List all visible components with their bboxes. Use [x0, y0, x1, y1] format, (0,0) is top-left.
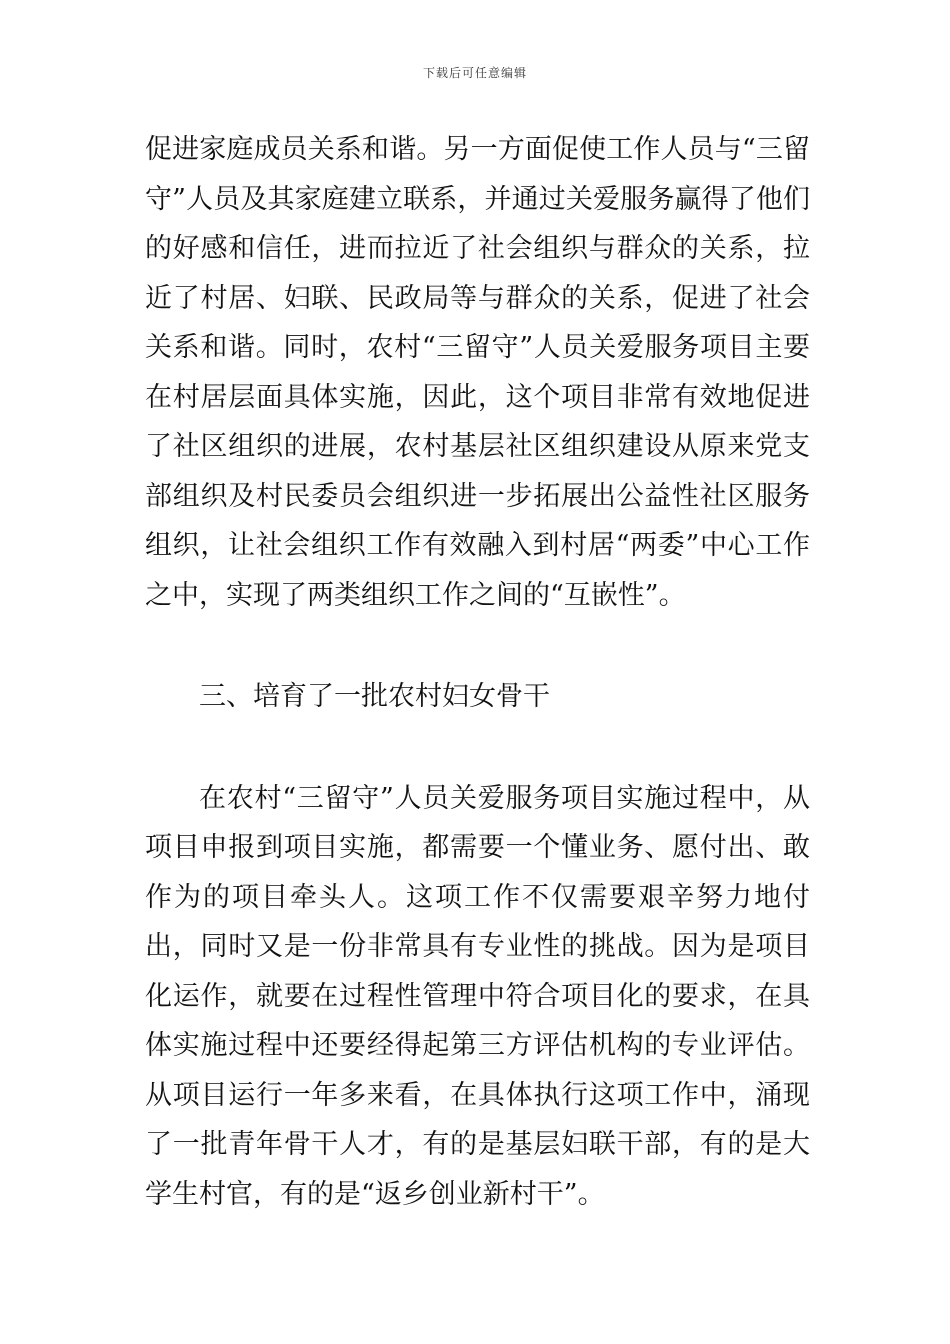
document-body — [145, 125, 810, 1219]
paragraph-continuation: 促进家庭成员关系和谐。另一方面促使工作人员与“三留守”人员及其家庭建立联系，并通过关爱服务赢得了他们的好感和信任，进而拉近了社会组织与群众的关系，拉近了村居、妇联、民政局等与群众的关系，促进了社会关系和谐。同时，农村“三留守”人员关爱服务项目主要在村居层面具体实施，因此，这个项目非常有效地促进了社区组织的进展，农村基层社区组织建设从原来党支部组织及村民委员会组织进一步拓展出公益性社区服务组织，让社会组织工作有效融入到村居“两委”中心工作之中，实现了两类组织工作之间的“互嵌性”。 — [145, 134, 810, 611]
page-header: 下载后可任意编辑 — [422, 66, 527, 80]
section-heading: 三、培育了一批农村妇女骨干 — [199, 681, 550, 712]
paragraph-body: 在农村“三留守”人员关爱服务项目实施过程中，从项目申报到项目实施，都需要一个懂业务、愿付出、敢作为的项目牵头人。这项工作不仅需要艰辛努力地付出，同时又是一份非常具有专业性的挑战。因为是项目化运作，就要在过程性管理中符合项目化的要求，在具体实施过程中还要经得起第三方评估机构的专业评估。从项目运行一年多来看，在具体执行这项工作中，涌现了一批青年骨干人才，有的是基层妇联干部，有的是大学生村官，有的是“返乡创业新村干”。 — [145, 782, 810, 1210]
